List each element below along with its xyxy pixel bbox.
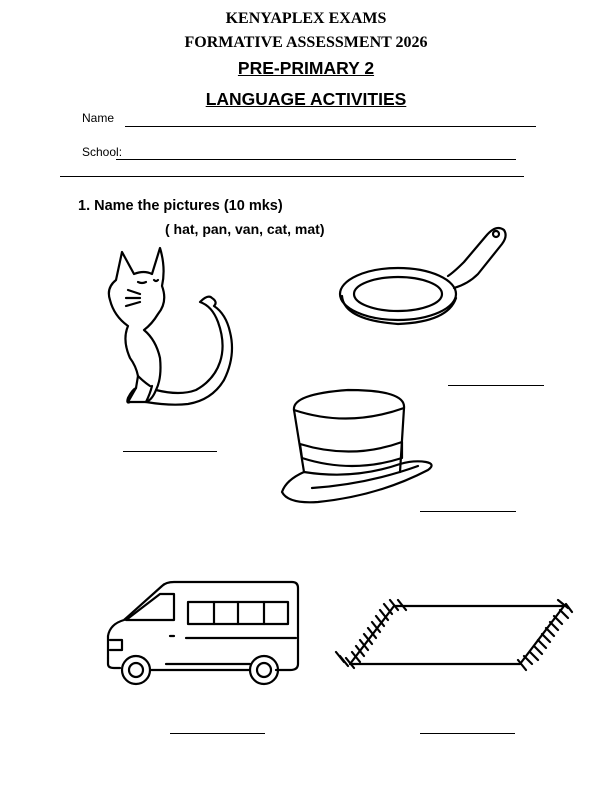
answer-line-pan[interactable]: [448, 385, 544, 386]
answer-line-hat[interactable]: [420, 511, 516, 512]
grade-title: PRE-PRIMARY 2: [237, 58, 375, 78]
name-label: Name: [82, 111, 115, 125]
top-hat-icon: [278, 384, 438, 512]
question-1-title: 1. Name the pictures (10 mks): [78, 198, 283, 214]
assessment-title: FORMATIVE ASSESSMENT 2026: [184, 34, 428, 51]
answer-line-mat[interactable]: [420, 733, 515, 734]
cat-icon: [100, 240, 240, 410]
exam-body-title: KENYAPLEX EXAMS: [225, 10, 387, 27]
subject-title: LANGUAGE ACTIVITIES: [205, 89, 407, 109]
school-field-line[interactable]: [116, 159, 516, 160]
answer-line-van[interactable]: [170, 733, 265, 734]
word-bank: ( hat, pan, van, cat, mat): [165, 221, 325, 237]
school-label: School:: [82, 145, 123, 159]
answer-line-cat[interactable]: [123, 451, 217, 452]
mat-icon: [328, 598, 572, 672]
header-divider: [60, 176, 524, 177]
frying-pan-icon: [336, 214, 511, 332]
van-icon: [100, 580, 310, 692]
name-field-line[interactable]: [125, 126, 536, 127]
